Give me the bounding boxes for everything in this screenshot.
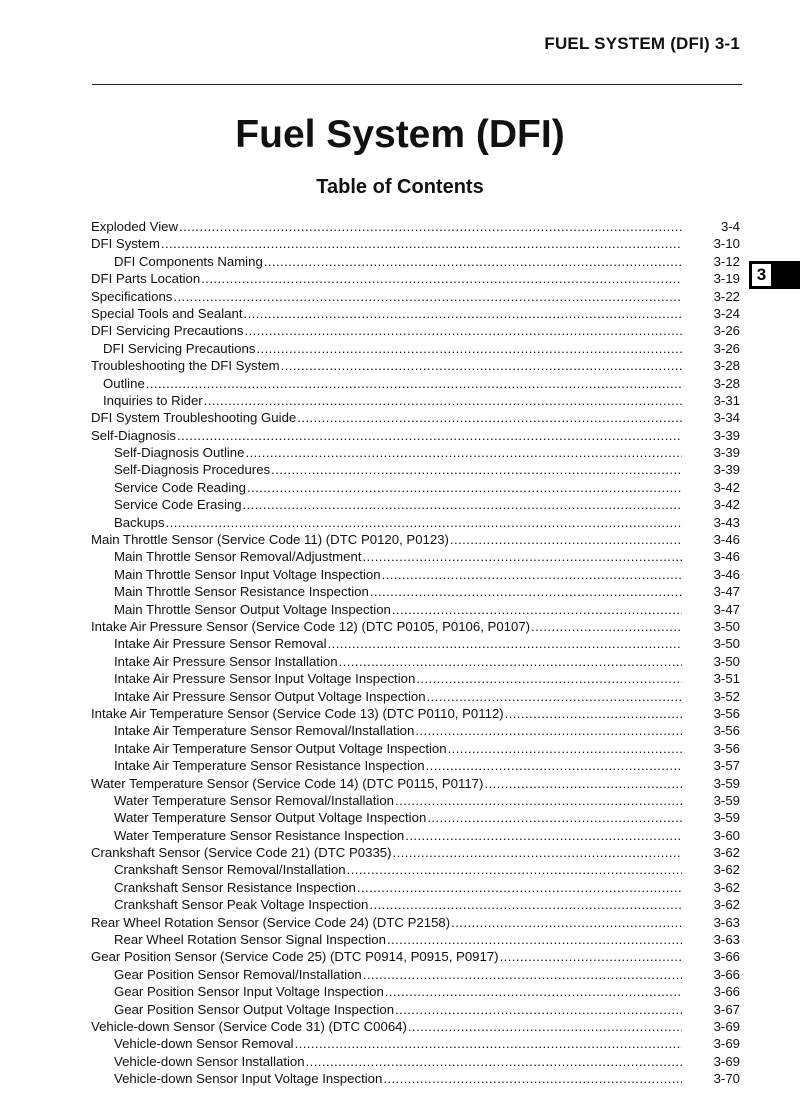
toc-entry-page: 3-28 <box>713 375 740 391</box>
toc-entry-page: 3-43 <box>713 514 740 530</box>
dot-leader <box>245 444 682 461</box>
dot-leader <box>387 931 682 948</box>
dot-leader <box>392 601 682 618</box>
toc-entry-page: 3-51 <box>713 671 740 687</box>
dot-leader <box>451 914 682 931</box>
toc-entry-label: DFI Servicing Precautions <box>91 323 244 339</box>
toc-entry[interactable] <box>91 1035 740 1052</box>
dot-leader <box>264 253 682 270</box>
dot-leader <box>177 427 682 444</box>
toc-entry[interactable] <box>91 566 740 583</box>
toc-entry[interactable] <box>91 983 740 1000</box>
dot-leader <box>244 322 682 339</box>
toc-entry-label: Main Throttle Sensor Input Voltage Inspection <box>114 566 381 582</box>
dot-leader <box>395 792 682 809</box>
header-rule <box>92 84 742 85</box>
toc-entry-label: Service Code Erasing <box>114 497 242 513</box>
toc-entry[interactable] <box>91 253 740 270</box>
toc-entry-page: 3-4 <box>720 219 740 234</box>
toc-entry[interactable] <box>91 1070 740 1087</box>
toc-entry[interactable] <box>91 288 740 305</box>
toc-entry-page: 3-56 <box>713 740 740 756</box>
toc-entry-label: Water Temperature Sensor Removal/Installation <box>114 792 394 808</box>
toc-entry-label: Crankshaft Sensor Peak Voltage Inspection <box>114 897 369 913</box>
dot-leader <box>271 461 682 478</box>
toc-entry-label: Intake Air Pressure Sensor (Service Code 12) (DTC P0105, P0106, P0107) <box>91 618 531 634</box>
toc-entry-page: 3-42 <box>713 497 740 513</box>
toc-entry[interactable] <box>91 583 740 600</box>
toc-entry-page: 3-12 <box>713 253 740 269</box>
toc-entry-page: 3-62 <box>713 897 740 913</box>
dot-leader <box>415 722 682 739</box>
toc-entry-page: 3-69 <box>713 1036 740 1052</box>
dot-leader <box>393 844 682 861</box>
toc-entry-label: Intake Air Temperature Sensor (Service Code 13) (DTC P0110, P0112) <box>91 705 504 721</box>
toc-entry-page: 3-67 <box>713 1001 740 1017</box>
toc-entry[interactable] <box>91 705 740 722</box>
toc-entry-label: Intake Air Temperature Sensor Resistance Inspection <box>114 758 425 774</box>
toc-entry[interactable] <box>91 1018 740 1035</box>
toc-entry-label: DFI System <box>91 236 160 252</box>
toc-entry-label: Exploded View <box>91 219 178 234</box>
toc-entry-label: Specifications <box>91 288 173 304</box>
dot-leader <box>416 670 682 687</box>
dot-leader <box>297 409 682 426</box>
toc-entry-label: Crankshaft Sensor Removal/Installation <box>114 862 346 878</box>
dot-leader <box>328 635 682 652</box>
toc-entry-label: Special Tools and Sealant <box>91 305 243 321</box>
toc-entry-label: Vehicle-down Sensor Installation <box>114 1053 305 1069</box>
toc-entry-page: 3-22 <box>713 288 740 304</box>
toc-entry-page: 3-50 <box>713 618 740 634</box>
toc-entry-label: Self-Diagnosis Procedures <box>114 462 271 478</box>
toc-entry[interactable] <box>91 235 740 252</box>
page-title: Fuel System (DFI) <box>235 113 565 156</box>
dot-leader <box>247 479 682 496</box>
toc-entry-label: Main Throttle Sensor Resistance Inspection <box>114 584 369 600</box>
toc-entry-page: 3-56 <box>713 705 740 721</box>
dot-leader <box>382 566 682 583</box>
toc-entry-page: 3-39 <box>713 427 740 443</box>
dot-leader <box>347 861 682 878</box>
toc-entry-page: 3-66 <box>713 949 740 965</box>
toc-entry-page: 3-19 <box>713 271 740 287</box>
toc-entry[interactable] <box>91 392 740 409</box>
toc-entry[interactable] <box>91 653 740 670</box>
dot-leader <box>426 757 682 774</box>
toc-entry[interactable] <box>91 635 740 652</box>
toc-entry[interactable] <box>91 844 740 861</box>
toc-entry-page: 3-39 <box>713 445 740 461</box>
toc-entry-label: Main Throttle Sensor Removal/Adjustment <box>114 549 362 565</box>
toc-entry[interactable] <box>91 305 740 322</box>
dot-leader <box>201 270 682 287</box>
dot-leader <box>427 688 682 705</box>
running-header: FUEL SYSTEM (DFI) 3-1 <box>544 34 740 53</box>
toc-entry[interactable] <box>91 357 740 374</box>
toc-entry[interactable] <box>91 931 740 948</box>
toc-entry-label: Intake Air Pressure Sensor Input Voltage Inspection <box>114 671 416 687</box>
toc-entry-label: Main Throttle Sensor Output Voltage Inspection <box>114 601 391 617</box>
toc-entry[interactable] <box>91 340 740 357</box>
table-of-contents <box>91 218 740 1088</box>
toc-entry-page: 3-46 <box>713 566 740 582</box>
toc-entry-page: 3-24 <box>713 305 740 321</box>
dot-leader <box>146 375 682 392</box>
dot-leader <box>484 775 682 792</box>
toc-entry[interactable] <box>91 218 740 235</box>
dot-leader <box>450 531 682 548</box>
toc-entry[interactable] <box>91 966 740 983</box>
toc-entry-label: Gear Position Sensor Removal/Installation <box>114 966 362 982</box>
toc-entry-page: 3-69 <box>713 1018 740 1034</box>
toc-entry-page: 3-59 <box>713 775 740 791</box>
dot-leader <box>357 879 682 896</box>
dot-leader <box>281 357 682 374</box>
toc-entry-label: Crankshaft Sensor Resistance Inspection <box>114 879 356 895</box>
toc-entry-page: 3-59 <box>713 810 740 826</box>
toc-entry-label: DFI Servicing Precautions <box>103 340 256 356</box>
dot-leader <box>408 1018 682 1035</box>
toc-entry-page: 3-47 <box>713 601 740 617</box>
toc-entry-label: DFI Components Naming <box>114 253 263 269</box>
toc-entry-label: Inquiries to Rider <box>103 392 203 408</box>
toc-entry-page: 3-47 <box>713 584 740 600</box>
dot-leader <box>166 514 682 531</box>
toc-entry-label: Main Throttle Sensor (Service Code 11) (DTC P0120, P0123) <box>91 532 449 548</box>
toc-entry[interactable] <box>91 948 740 965</box>
toc-entry-label: Self-Diagnosis Outline <box>114 445 245 461</box>
toc-entry[interactable] <box>91 531 740 548</box>
dot-leader <box>383 1070 682 1087</box>
toc-entry-label: Troubleshooting the DFI System <box>91 358 280 374</box>
toc-entry-label: Self-Diagnosis <box>91 427 177 443</box>
toc-entry-label: Water Temperature Sensor Output Voltage Inspection <box>114 810 427 826</box>
toc-entry-page: 3-60 <box>713 827 740 843</box>
toc-entry-label: Gear Position Sensor Output Voltage Inspection <box>114 1001 395 1017</box>
dot-leader <box>370 583 682 600</box>
toc-entry-page: 3-34 <box>713 410 740 426</box>
toc-entry-label: Gear Position Sensor (Service Code 25) (DTC P0914, P0915, P0917) <box>91 949 499 965</box>
toc-entry[interactable] <box>91 444 740 461</box>
dot-leader <box>243 496 682 513</box>
dot-leader <box>161 235 682 252</box>
toc-entry[interactable] <box>91 809 740 826</box>
toc-entry[interactable] <box>91 827 740 844</box>
toc-entry[interactable] <box>91 757 740 774</box>
dot-leader <box>295 1035 682 1052</box>
toc-entry-page: 3-26 <box>713 340 740 356</box>
toc-entry-page: 3-46 <box>713 549 740 565</box>
toc-entry-label: Intake Air Pressure Sensor Output Voltage Inspection <box>114 688 426 704</box>
toc-entry-label: Intake Air Pressure Sensor Installation <box>114 653 338 669</box>
toc-entry-label: Crankshaft Sensor (Service Code 21) (DTC P0335) <box>91 845 392 861</box>
toc-entry-page: 3-39 <box>713 462 740 478</box>
toc-entry-label: DFI System Troubleshooting Guide <box>91 410 297 426</box>
toc-entry-page: 3-28 <box>713 358 740 374</box>
toc-entry-page: 3-66 <box>713 984 740 1000</box>
chapter-tab[interactable] <box>749 261 800 289</box>
toc-entry-label: Service Code Reading <box>114 479 246 495</box>
dot-leader <box>500 948 682 965</box>
toc-entry-page: 3-69 <box>713 1053 740 1069</box>
toc-entry-label: Vehicle-down Sensor Removal <box>114 1036 294 1052</box>
toc-entry[interactable] <box>91 670 740 687</box>
toc-entry[interactable] <box>91 1053 740 1070</box>
toc-entry-page: 3-46 <box>713 532 740 548</box>
toc-entry[interactable] <box>91 548 740 565</box>
toc-entry[interactable] <box>91 270 740 287</box>
dot-leader <box>405 827 682 844</box>
toc-entry-page: 3-56 <box>713 723 740 739</box>
dot-leader <box>531 618 682 635</box>
toc-entry-page: 3-52 <box>713 688 740 704</box>
toc-entry-label: Intake Air Temperature Sensor Removal/Installation <box>114 723 415 739</box>
toc-entry-label: Vehicle-down Sensor (Service Code 31) (DTC C0064) <box>91 1018 407 1034</box>
toc-entry-label: Outline <box>103 375 145 391</box>
toc-entry-label: Backups <box>114 514 165 530</box>
toc-entry[interactable] <box>91 409 740 426</box>
toc-entry-page: 3-63 <box>713 914 740 930</box>
toc-entry-label: Intake Air Temperature Sensor Output Voltage Inspection <box>114 740 447 756</box>
toc-entry-label: Water Temperature Sensor Resistance Inspection <box>114 827 405 843</box>
toc-entry-page: 3-57 <box>713 758 740 774</box>
chapter-number: 3 <box>751 263 772 287</box>
toc-entry[interactable] <box>91 1001 740 1018</box>
toc-entry-page: 3-42 <box>713 479 740 495</box>
toc-entry-label: DFI Parts Location <box>91 271 201 287</box>
toc-entry[interactable] <box>91 775 740 792</box>
toc-entry-label: Water Temperature Sensor (Service Code 14) (DTC P0115, P0117) <box>91 775 484 791</box>
dot-leader <box>244 305 682 322</box>
toc-entry[interactable] <box>91 896 740 913</box>
toc-entry[interactable] <box>91 322 740 339</box>
dot-leader <box>256 340 682 357</box>
toc-entry[interactable] <box>91 792 740 809</box>
dot-leader <box>306 1053 682 1070</box>
toc-entry-page: 3-31 <box>713 392 740 408</box>
toc-entry-label: Rear Wheel Rotation Sensor Signal Inspection <box>114 932 386 948</box>
toc-entry[interactable] <box>91 722 740 739</box>
dot-leader <box>179 218 682 235</box>
toc-entry-page: 3-26 <box>713 323 740 339</box>
dot-leader <box>363 966 682 983</box>
dot-leader <box>369 896 682 913</box>
dot-leader <box>385 983 682 1000</box>
toc-entry-label: Rear Wheel Rotation Sensor (Service Code 24) (DTC P2158) <box>91 914 451 930</box>
toc-entry-page: 3-66 <box>713 966 740 982</box>
toc-entry[interactable] <box>91 601 740 618</box>
toc-entry[interactable] <box>91 879 740 896</box>
toc-entry-page: 3-70 <box>713 1071 740 1087</box>
toc-entry[interactable] <box>91 688 740 705</box>
toc-entry[interactable] <box>91 618 740 635</box>
dot-leader <box>395 1001 682 1018</box>
toc-entry[interactable] <box>91 375 740 392</box>
dot-leader <box>204 392 682 409</box>
toc-entry[interactable] <box>91 861 740 878</box>
toc-entry-page: 3-50 <box>713 636 740 652</box>
toc-entry-page: 3-59 <box>713 792 740 808</box>
dot-leader <box>448 740 682 757</box>
toc-entry[interactable] <box>91 514 740 531</box>
dot-leader <box>363 548 683 565</box>
toc-entry[interactable] <box>91 427 740 444</box>
toc-entry-label: Gear Position Sensor Input Voltage Inspection <box>114 984 384 1000</box>
toc-entry-page: 3-50 <box>713 653 740 669</box>
toc-entry-page: 3-63 <box>713 932 740 948</box>
toc-entry-page: 3-10 <box>713 236 740 252</box>
toc-entry-label: Vehicle-down Sensor Input Voltage Inspection <box>114 1071 383 1087</box>
toc-entry[interactable] <box>91 479 740 496</box>
toc-entry-label: Intake Air Pressure Sensor Removal <box>114 636 327 652</box>
toc-entry[interactable] <box>91 914 740 931</box>
toc-entry-page: 3-62 <box>713 845 740 861</box>
dot-leader <box>173 288 682 305</box>
toc-heading: Table of Contents <box>316 176 484 198</box>
toc-entry-page: 3-62 <box>713 879 740 895</box>
dot-leader <box>427 809 682 826</box>
toc-entry[interactable] <box>91 461 740 478</box>
toc-entry[interactable] <box>91 496 740 513</box>
toc-entry-page: 3-62 <box>713 862 740 878</box>
toc-entry[interactable] <box>91 740 740 757</box>
dot-leader <box>505 705 682 722</box>
dot-leader <box>339 653 682 670</box>
